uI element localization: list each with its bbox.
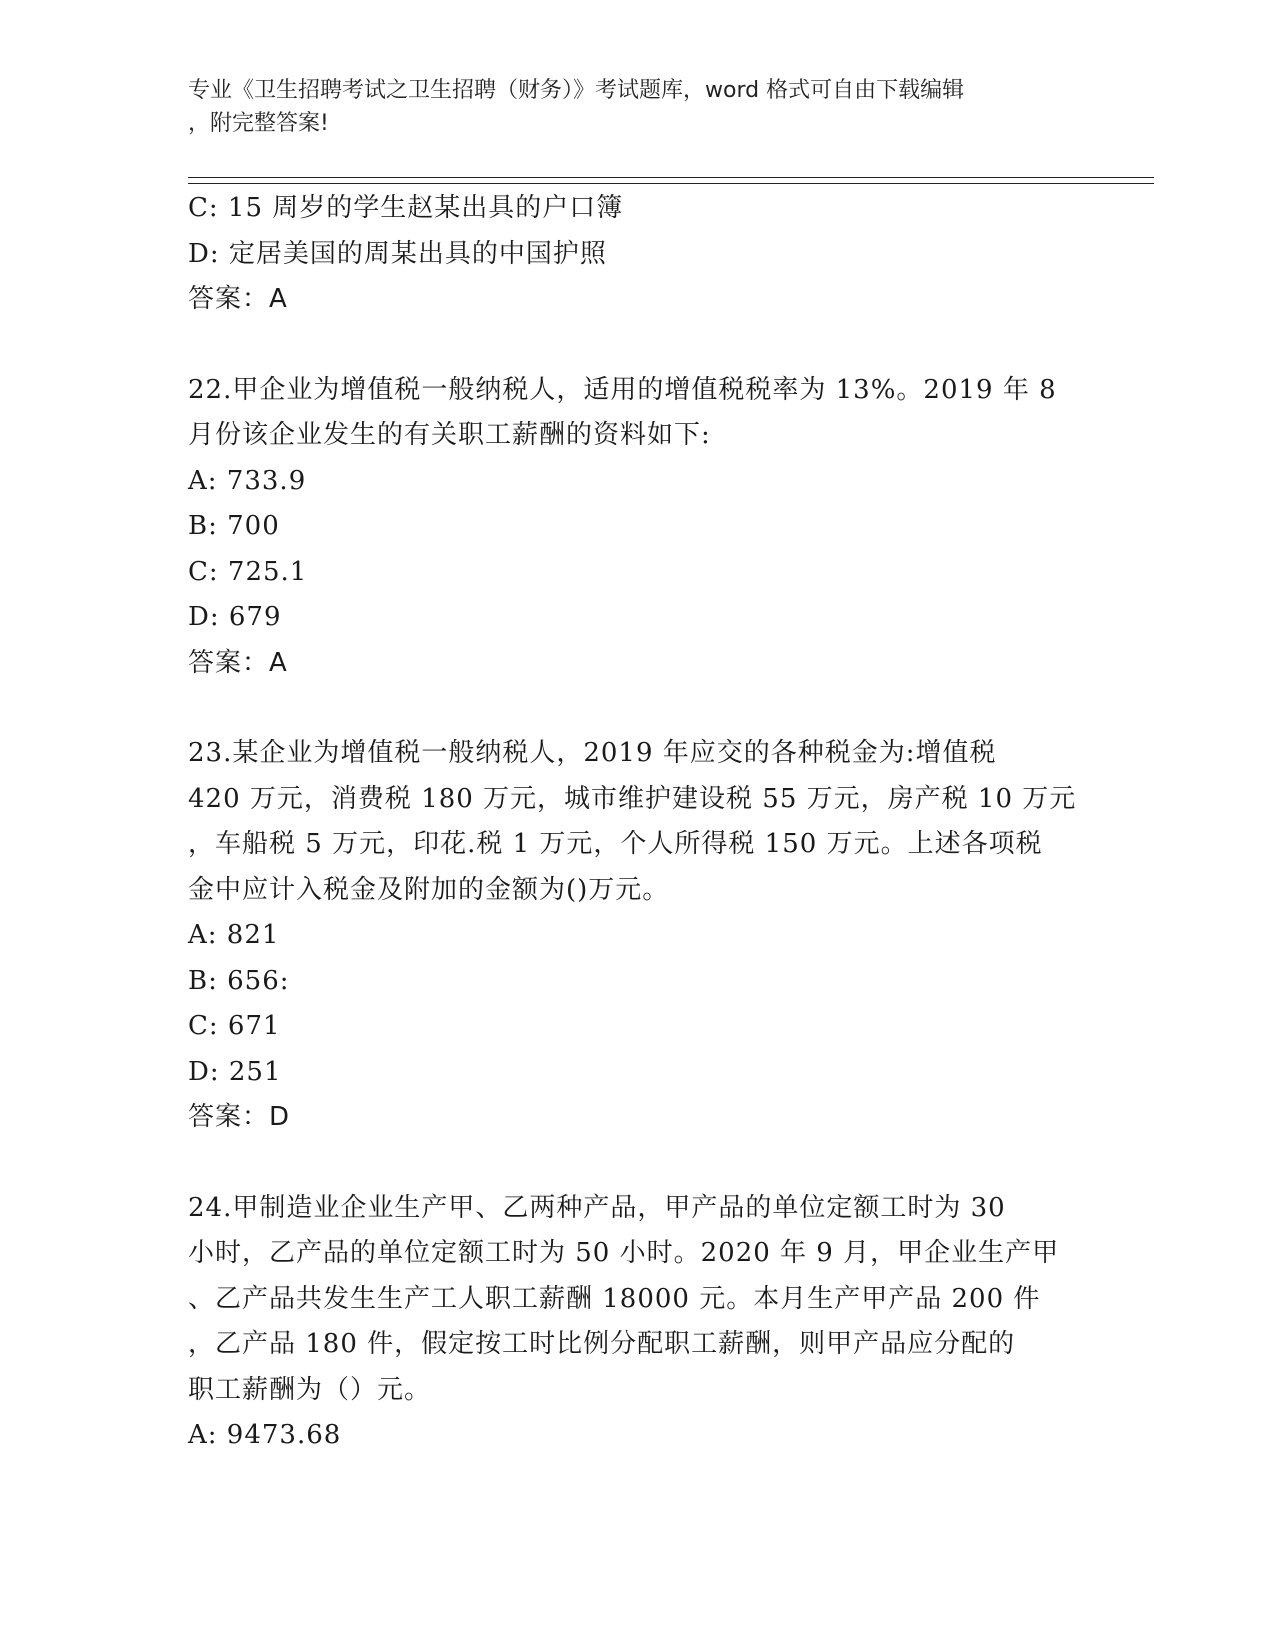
option-d: D: 定居美国的周某出具的中国护照 — [188, 238, 607, 269]
question-23 — [188, 731, 1088, 1141]
option-a: A: 821 — [188, 920, 280, 950]
header-divider-top — [188, 177, 1154, 178]
question-text-line: 23.某企业为增值税一般纳税人，2019 年应交的各种税金为:增值税 — [188, 738, 997, 768]
option-d: D: 251 — [188, 1056, 282, 1087]
option-a: A: 733.9 — [188, 465, 307, 496]
question-text-line: 小时，乙产品的单位定额工时为 50 小时。2020 年 9 月，甲企业生产甲 — [188, 1238, 1060, 1268]
question-22 — [188, 368, 1088, 687]
question-text-line: 职工薪酬为（）元。 — [188, 1374, 432, 1405]
question-content — [188, 186, 1088, 1459]
option-b: B: 700 — [188, 511, 280, 541]
previous-question-block — [188, 186, 1088, 323]
option-c: C: 725.1 — [188, 556, 308, 587]
question-24 — [188, 1186, 1088, 1459]
question-text-line: 22.甲企业为增值税一般纳税人，适用的增值税税率为 13%。2019 年 8 — [188, 374, 1057, 405]
question-text-line: 24.甲制造业企业生产甲、乙两种产品，甲产品的单位定额工时为 30 — [188, 1192, 1006, 1223]
question-text-line: 、乙产品共发生生产工人职工薪酬 18000 元。本月生产甲产品 200 件 — [188, 1283, 1041, 1314]
header-divider-bottom — [188, 183, 1154, 184]
question-text-line: 金中应计入税金及附加的金额为()万元。 — [188, 874, 670, 905]
question-text-line: ，乙产品 180 件，假定按工时比例分配职工薪酬，则甲产品应分配的 — [188, 1329, 1016, 1359]
option-b: B: 656: — [188, 965, 290, 996]
answer-label: 答案：A — [188, 647, 288, 678]
header-line-1: 专业《卫生招聘考试之卫生招聘（财务）》考试题库，word 格式可自由下载编辑 — [188, 78, 965, 103]
page-header — [188, 74, 1068, 140]
question-text-line: 420 万元，消费税 180 万元，城市维护建设税 55 万元，房产税 10 万元 — [188, 783, 1077, 814]
question-text-line: ，车船税 5 万元，印花.税 1 万元，个人所得税 150 万元。上述各项税 — [188, 829, 1043, 859]
answer-label: 答案：A — [188, 284, 288, 314]
option-a: A: 9473.68 — [188, 1420, 342, 1450]
question-text-line: 月份该企业发生的有关职工薪酬的资料如下: — [188, 420, 711, 450]
answer-label: 答案：D — [188, 1102, 291, 1132]
option-d: D: 679 — [188, 602, 282, 632]
option-c: C: 671 — [188, 1011, 281, 1041]
option-c: C: 15 周岁的学生赵某出具的户口簿 — [188, 193, 624, 223]
header-line-2: ，附完整答案! — [188, 111, 329, 136]
